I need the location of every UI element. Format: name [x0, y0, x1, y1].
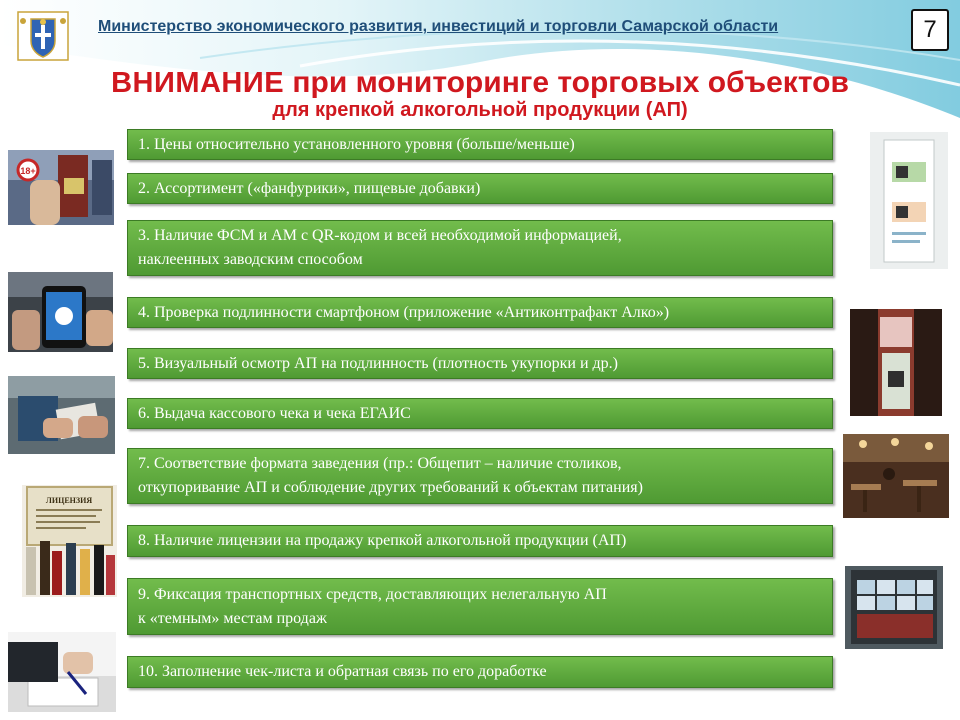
samara-region-emblem: [17, 11, 69, 61]
checklist-item-text: 1. Цены относительно установленного уровня (больше/меньше): [138, 135, 575, 153]
checklist-item-text: 8. Наличие лицензии на продажу крепкой алкогольной продукции (АП): [138, 532, 627, 549]
checklist-item-text-line1: 3. Наличие ФСМ и АМ с QR-кодом и всей необходимой информацией,: [138, 227, 622, 244]
page-subtitle: для крепкой алкогольной продукции (АП): [272, 99, 688, 121]
checklist-item-text: 10. Заполнение чек-листа и обратная связь по его доработке: [138, 663, 547, 680]
ministry-name[interactable]: Министерство экономического развития, инвестиций и торговли Самарской области: [98, 18, 779, 35]
page-number: 7: [911, 9, 949, 51]
checklist-item-text-line1: 9. Фиксация транспортных средств, доставляющих нелегальную АП: [138, 585, 607, 603]
checklist-item: [127, 297, 833, 328]
checklist-item-text-line1: 7. Соответствие формата заведения (пр.: Общепит – наличие столиков,: [138, 455, 622, 472]
checklist-item-text-line2: наклеенных заводским способом: [138, 251, 363, 268]
checklist-item-text-line2: откупоривание АП и соблюдение других требований к объектам питания): [138, 479, 643, 496]
photo-alcohol-age-check: [8, 150, 114, 225]
photo-receipt-handover: [8, 376, 115, 454]
checklist-item: [127, 220, 833, 276]
checklist-item: [127, 398, 833, 429]
title-attention-word: ВНИМАНИЕ: [111, 67, 285, 99]
photo-bottle-stamp: [850, 309, 942, 416]
checklist-item: [127, 448, 833, 504]
checklist-item: [127, 173, 833, 204]
photo-smartphone-scan: [8, 272, 113, 352]
photo-truck-cargo: [845, 566, 943, 649]
photo-excise-stamp: [870, 132, 948, 269]
checklist-item-text: 4. Проверка подлинности смартфоном (приложение «Антиконтрафакт Алко»): [138, 303, 670, 321]
checklist-item-text: 2. Ассортимент («фанфурики», пищевые добавки): [138, 179, 481, 197]
photo-filling-checklist: [8, 632, 116, 712]
checklist-item: [127, 348, 833, 379]
page-title: [0, 66, 960, 100]
checklist-item-text: 6. Выдача кассового чека и чека ЕГАИС: [138, 404, 411, 422]
checklist-item: [127, 525, 833, 557]
license-label: ЛИЦЕНЗИЯ: [45, 496, 93, 505]
age-badge-text: 18+: [20, 166, 36, 176]
photo-restaurant-interior: [843, 434, 949, 518]
checklist-item: [127, 656, 833, 688]
title-rest: при мониторинге торговых объектов: [292, 66, 849, 99]
checklist-item: [127, 129, 833, 160]
checklist-item: [127, 578, 833, 635]
photo-license-and-bottles: [22, 485, 117, 597]
checklist-item-text: 5. Визуальный осмотр АП на подлинность (плотность укупорки и др.): [138, 354, 618, 372]
checklist-item-text-line2: к «темным» местам продаж: [138, 609, 327, 627]
